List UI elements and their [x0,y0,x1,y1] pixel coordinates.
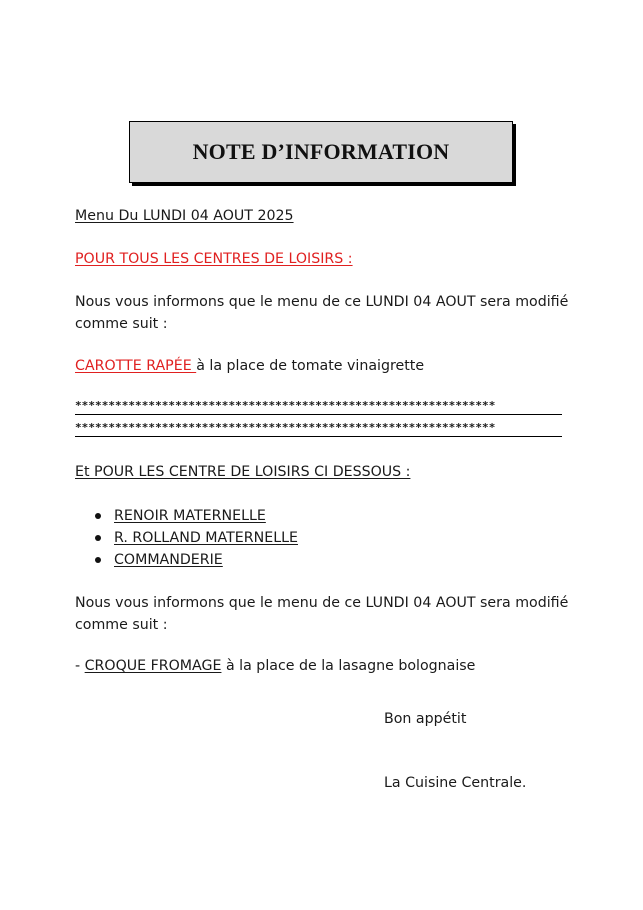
centres-list [95,505,298,571]
list-item [95,549,298,571]
separator-line-1: *************************************************************** [75,398,562,415]
section2-item-rest: à la place de la lasagne bolognaise [221,658,476,674]
document-title: NOTE D’INFORMATION [192,139,450,164]
section1-item [75,355,424,377]
bullet-icon [95,535,101,541]
centre-name: COMMANDERIE [114,552,223,568]
section1-intro-line2: comme suit : [75,316,168,332]
closing-text: Bon appétit [384,711,467,727]
section1-item-rest: à la place de tomate vinaigrette [196,358,425,374]
section2-item [75,655,475,677]
centre-name: RENOIR MATERNELLE [114,508,266,524]
section2-item-prefix: - [75,658,85,674]
section1-heading: POUR TOUS LES CENTRES DE LOISIRS : [75,251,353,267]
section2-heading: Et POUR LES CENTRE DE LOISIRS CI DESSOUS : [75,464,411,480]
list-item [95,505,298,527]
bullet-icon [95,557,101,563]
menu-date: Menu Du LUNDI 04 AOUT 2025 [75,208,294,224]
section2-item-name: CROQUE FROMAGE [84,658,222,674]
centre-name: R. ROLLAND MATERNELLE [114,530,298,546]
section2-intro-line2: comme suit : [75,617,168,633]
separator-line-2: *************************************************************** [75,420,562,437]
title-box [129,121,513,183]
section1-intro-line1: Nous vous informons que le menu de ce LUNDI 04 AOUT sera modifié [75,294,569,310]
list-item [95,527,298,549]
section1-item-name: CAROTTE RAPÉE [75,358,197,374]
bullet-icon [95,513,101,519]
section2-intro-line1: Nous vous informons que le menu de ce LUNDI 04 AOUT sera modifié [75,595,569,611]
signature-text: La Cuisine Centrale. [384,775,527,791]
